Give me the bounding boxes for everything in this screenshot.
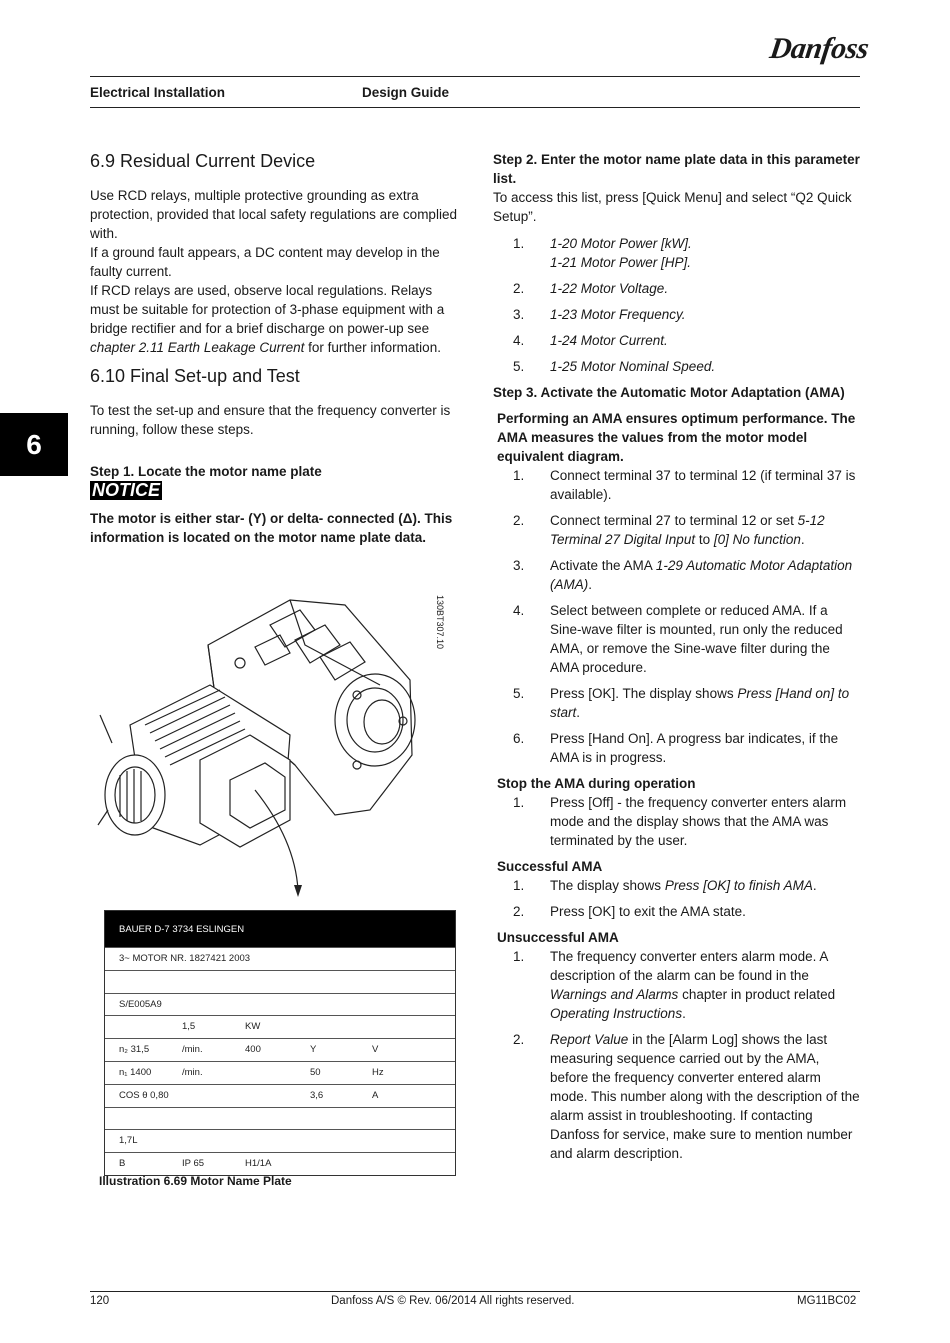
- param-link[interactable]: 1-24 Motor Current.: [550, 333, 668, 348]
- nameplate-row: n₂ 31,5 /min. 400 Y V: [105, 1038, 455, 1061]
- step3-list: [493, 466, 861, 767]
- param-link[interactable]: 1-25 Motor Nominal Speed.: [550, 359, 716, 374]
- final-setup-paragraph: To test the set-up and ensure that the frequency converter is running, follow these steps.: [90, 403, 451, 437]
- notice-text: The motor is either star- (Y) or delta- connected (Δ). This information is located on the motor name plate data.: [90, 511, 453, 545]
- header-section: Electrical Installation: [90, 85, 226, 100]
- list-item: 2. Connect terminal 27 to terminal 12 or set 5-12 Terminal 27 Digital Input to [0] No function.: [513, 513, 825, 547]
- step3-note: Performing an AMA ensures optimum performance. The AMA measures the values from the motor model equivalent diagram.: [497, 411, 856, 464]
- list-item: 3. 1-23 Motor Frequency.: [513, 307, 686, 322]
- notice-label: NOTICE: [92, 480, 161, 500]
- list-item: 4. 1-24 Motor Current.: [513, 333, 668, 348]
- list-item: 1. 1-20 Motor Power [kW]. 1-21 Motor Power [HP].: [513, 236, 692, 270]
- left-column: [90, 150, 458, 547]
- param-link[interactable]: 1-29 Automatic Motor Adaptation (AMA): [550, 558, 853, 592]
- stop-ama-list: [493, 793, 861, 850]
- danfoss-logo: Danfoss: [767, 32, 871, 65]
- step1-title: Step 1. Locate the motor name plate: [90, 464, 322, 479]
- nameplate-title-row: BAUER D-7 3734 ESLINGEN: [105, 911, 455, 947]
- success-ama-list: [493, 876, 861, 921]
- right-column: [493, 150, 861, 1170]
- fail-ama-title: Unsuccessful AMA: [497, 930, 619, 945]
- list-item: 2. Press [OK] to exit the AMA state.: [513, 904, 746, 919]
- list-item: 1. Press [Off] - the frequency converter enters alarm mode and the display shows that the AMA was terminated by the user.: [513, 795, 847, 848]
- param-link[interactable]: 1-22 Motor Voltage.: [550, 281, 669, 296]
- copyright: Danfoss A/S © Rev. 06/2014 All rights reserved.: [331, 1295, 575, 1307]
- nameplate-row: [105, 1107, 455, 1130]
- chapter-tab: 6: [0, 413, 68, 476]
- list-item: 1. The frequency converter enters alarm mode. A description of the alarm can be found in the Warnings and Alarms chapter in product related Operating Instructions.: [513, 949, 836, 1021]
- param-link[interactable]: 1-21 Motor Power [HP].: [550, 255, 692, 270]
- rcd-paragraph-1: Use RCD relays, multiple protective grounding as extra protection, provided that local safety regulations are complied with.: [90, 188, 457, 241]
- page-number: 120: [90, 1295, 110, 1307]
- nameplate-row: 3~ MOTOR NR. 1827421 2003: [105, 947, 455, 970]
- step2-list: [493, 234, 861, 376]
- fail-ama-list: [493, 947, 861, 1163]
- nameplate-row: [105, 970, 455, 993]
- nameplate-row: 1,5 KW: [105, 1015, 455, 1038]
- header-rule-bottom: [90, 107, 860, 108]
- list-item: 2. Report Value in the [Alarm Log] shows the last measuring sequence carried out by the AMA, before the frequency converter entered alarm mode. This number along with the description of the alarm assist in troubleshooting. If contacting Danfoss for service, make sure to mention number and alarm description.: [513, 1032, 860, 1161]
- motor-name-plate: [104, 910, 456, 1176]
- figure-caption: Illustration 6.69 Motor Name Plate: [99, 1174, 292, 1188]
- header-rule-top: [90, 76, 860, 77]
- nameplate-row: n₁ 1400 /min. 50 Hz: [105, 1061, 455, 1084]
- stop-ama-title: Stop the AMA during operation: [497, 776, 696, 791]
- list-item: 1. The display shows Press [OK] to finish AMA.: [513, 878, 817, 893]
- section-6-9-title: 6.9 Residual Current Device: [90, 151, 316, 171]
- param-link[interactable]: 1-23 Motor Frequency.: [550, 307, 686, 322]
- leakage-current-ref[interactable]: chapter 2.11 Earth Leakage Current: [90, 340, 305, 355]
- list-item: 1. Connect terminal 37 to terminal 12 (if terminal 37 is available).: [513, 468, 856, 502]
- nameplate-row: 1,7L: [105, 1129, 455, 1152]
- list-item: 5. 1-25 Motor Nominal Speed.: [513, 359, 716, 374]
- nameplate-row: S/E005A9: [105, 993, 455, 1016]
- step3-title: Step 3. Activate the Automatic Motor Adaptation (AMA): [493, 385, 845, 400]
- nameplate-row: B IP 65 H1/1A: [105, 1152, 455, 1175]
- nameplate-row: COS θ 0,80 3,6 A: [105, 1084, 455, 1107]
- footer-rule: [90, 1291, 860, 1292]
- param-link[interactable]: 5-12 Terminal 27 Digital Input: [550, 513, 825, 547]
- step2-intro: To access this list, press [Quick Menu] and select “Q2 Quick Setup”.: [493, 190, 852, 224]
- list-item: 6. Press [Hand On]. A progress bar indicates, if the AMA is in progress.: [513, 731, 839, 765]
- list-item: 3. Activate the AMA 1-29 Automatic Motor Adaptation (AMA).: [513, 558, 853, 592]
- success-ama-title: Successful AMA: [497, 859, 603, 874]
- rcd-paragraph-3: If RCD relays are used, observe local regulations. Relays must be suitable for protection of 3-phase equipment with a bridge rectifier and for a brief discharge on power-up see chapter 2.11 Earth Leakage Current for further information.: [90, 283, 445, 355]
- list-item: 2. 1-22 Motor Voltage.: [513, 281, 669, 296]
- chapter-link[interactable]: Warnings and Alarms: [550, 987, 679, 1002]
- param-link[interactable]: 1-20 Motor Power [kW].: [550, 236, 692, 251]
- section-6-10-title: 6.10 Final Set-up and Test: [90, 366, 300, 386]
- list-item: 5. Press [OK]. The display shows Press [Hand on] to start.: [513, 686, 850, 720]
- step2-title: Step 2. Enter the motor name plate data in this parameter list.: [493, 152, 860, 186]
- figure-id: 130BT307.10: [435, 595, 445, 650]
- header-doc-type: Design Guide: [362, 85, 450, 100]
- motor-illustration: [90, 585, 430, 905]
- list-item: 4. Select between complete or reduced AMA. If a Sine-wave filter is mounted, run only the reduced AMA, or remove the Sine-wave filter during the AMA procedure.: [513, 603, 843, 675]
- doc-code: MG11BC02: [797, 1295, 857, 1307]
- rcd-paragraph-2: If a ground fault appears, a DC content may develop in the faulty current.: [90, 245, 440, 279]
